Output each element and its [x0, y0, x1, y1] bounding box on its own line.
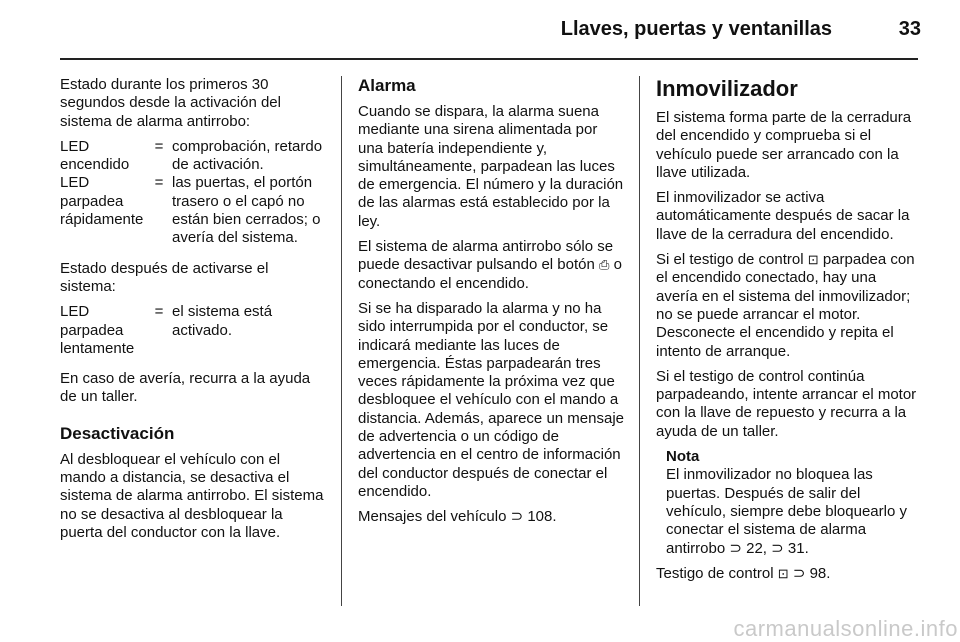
- deactivation-heading: Desactivación: [60, 423, 175, 443]
- immobilizer-text-3b: parpadea con el encendido conectado, hay una avería en el sistema del inmovilizador; no se puede arrancar el motor. Desconecte el encendido y repita el intento de arranque.: [656, 251, 915, 360]
- ref-page[interactable]: 98.: [809, 564, 831, 582]
- note-block: [666, 448, 922, 558]
- control-light-text: Testigo de control: [656, 564, 774, 582]
- ref-arrow-icon: ⊃: [792, 564, 806, 582]
- note-text: [666, 466, 922, 557]
- alarm-text-1: Cuando se dispara, la alarma suena mediante una sirena alimentada por una batería independiente y, simultáneamente, parpadean las luces de emergencia. El número y la duración de las alarmas está establecido por la ley.: [358, 103, 624, 230]
- car-key-icon: ⊡: [807, 252, 819, 268]
- state-definitions-after: [60, 303, 326, 358]
- alarm-text-2a: El sistema de alarma antirrobo sólo se puede desactivar pulsando el botón: [358, 238, 614, 274]
- definition-term: LED encendido: [60, 137, 130, 174]
- note-body: El inmovilizador no bloquea las puertas. Después de salir del vehículo, siempre debe bloquearlo y conectar el sistema de alarma antirrobo: [666, 466, 907, 557]
- note-label: Nota: [666, 448, 700, 466]
- column-1: [60, 76, 326, 549]
- alarm-text-3: Si se ha disparado la alarma y no ha sido interrumpida por el conductor, se indicará mediante las luces de emergencia. Éstas parpadearán tres veces rápidamente la próxima vez que desbloquee el vehículo con el mando a distancia. Además, aparece un mensaje de advertencia o un código de advertencia en el centro de información del conductor después de conectar el encendido.: [358, 299, 624, 500]
- ref-arrow-icon: ⊃: [771, 539, 784, 557]
- immobilizer-text-2: El inmovilizador se activa automáticamente después de sacar la llave de la cerradura del encendido.: [656, 189, 910, 243]
- header-rule: [60, 58, 918, 60]
- definition-term: LED parpadea rápidamente: [60, 174, 144, 229]
- alarm-text-2b: o conectando el encendido.: [358, 256, 622, 292]
- column-2: [358, 76, 624, 534]
- control-light-ref: [656, 565, 922, 583]
- watermark: carmanualsonline.info: [733, 616, 958, 641]
- definition-desc: comprobación, retardo de activación.: [172, 137, 323, 174]
- vehicle-messages-text: Mensajes del vehículo: [358, 508, 507, 526]
- state-definitions-during: [60, 138, 326, 248]
- column-divider-2: [639, 76, 640, 606]
- page-header: [0, 0, 960, 60]
- fault-text: En caso de avería, recurra a la ayuda de un taller.: [60, 370, 311, 406]
- immobilizer-text-1: El sistema forma parte de la cerradura del encendido y comprueba si el vehículo puede ser arrancado con la llave utilizada.: [656, 109, 912, 181]
- immobilizer-heading: Inmovilizador: [656, 76, 798, 101]
- column-3: [656, 76, 922, 590]
- ref-page[interactable]: 22,: [746, 539, 767, 557]
- definition-row: [60, 138, 326, 175]
- ref-arrow-icon: ⊃: [510, 508, 524, 526]
- definition-row: [60, 174, 326, 247]
- intro-text: Estado durante los primeros 30 segundos desde la activación del sistema de alarma antirrobo:: [60, 76, 281, 130]
- ref-page[interactable]: 31.: [787, 539, 809, 557]
- alarm-text-2: [358, 238, 624, 293]
- definition-equals: =: [154, 137, 164, 155]
- immobilizer-text-3: [656, 251, 922, 361]
- running-title: Llaves, puertas y ventanillas: [560, 18, 832, 40]
- definition-equals: =: [154, 174, 164, 192]
- definition-term: LED parpadea lentamente: [60, 303, 135, 357]
- ref-page[interactable]: 108.: [527, 508, 557, 526]
- state-after-text: Estado después de activarse el sistema:: [60, 259, 269, 295]
- definition-desc: las puertas, el portón trasero o el capó no están bien cerrados; o avería del sistema.: [172, 174, 321, 247]
- alarm-heading: Alarma: [358, 76, 416, 95]
- vehicle-messages-ref: [358, 508, 624, 526]
- page-number: 33: [898, 18, 921, 40]
- deactivation-text: Al desbloquear el vehículo con el mando a distancia, se desactiva el sistema de alarma antirrobo. El sistema no se desactiva al desbloquear la puerta del conductor con la llave.: [60, 450, 324, 541]
- definition-row: [60, 303, 326, 358]
- column-divider-1: [341, 76, 342, 606]
- car-key-icon: ⊡: [777, 565, 789, 581]
- definition-desc: el sistema está activado.: [172, 303, 273, 339]
- ref-arrow-icon: ⊃: [729, 539, 742, 557]
- definition-equals: =: [154, 303, 164, 321]
- immobilizer-text-4: Si el testigo de control continúa parpadeando, intente arrancar el motor con la llave de repuesto y recurra a la ayuda de un taller.: [656, 367, 917, 440]
- lock-button-icon: ⎙: [599, 257, 610, 273]
- immobilizer-text-3a: Si el testigo de control: [656, 251, 804, 269]
